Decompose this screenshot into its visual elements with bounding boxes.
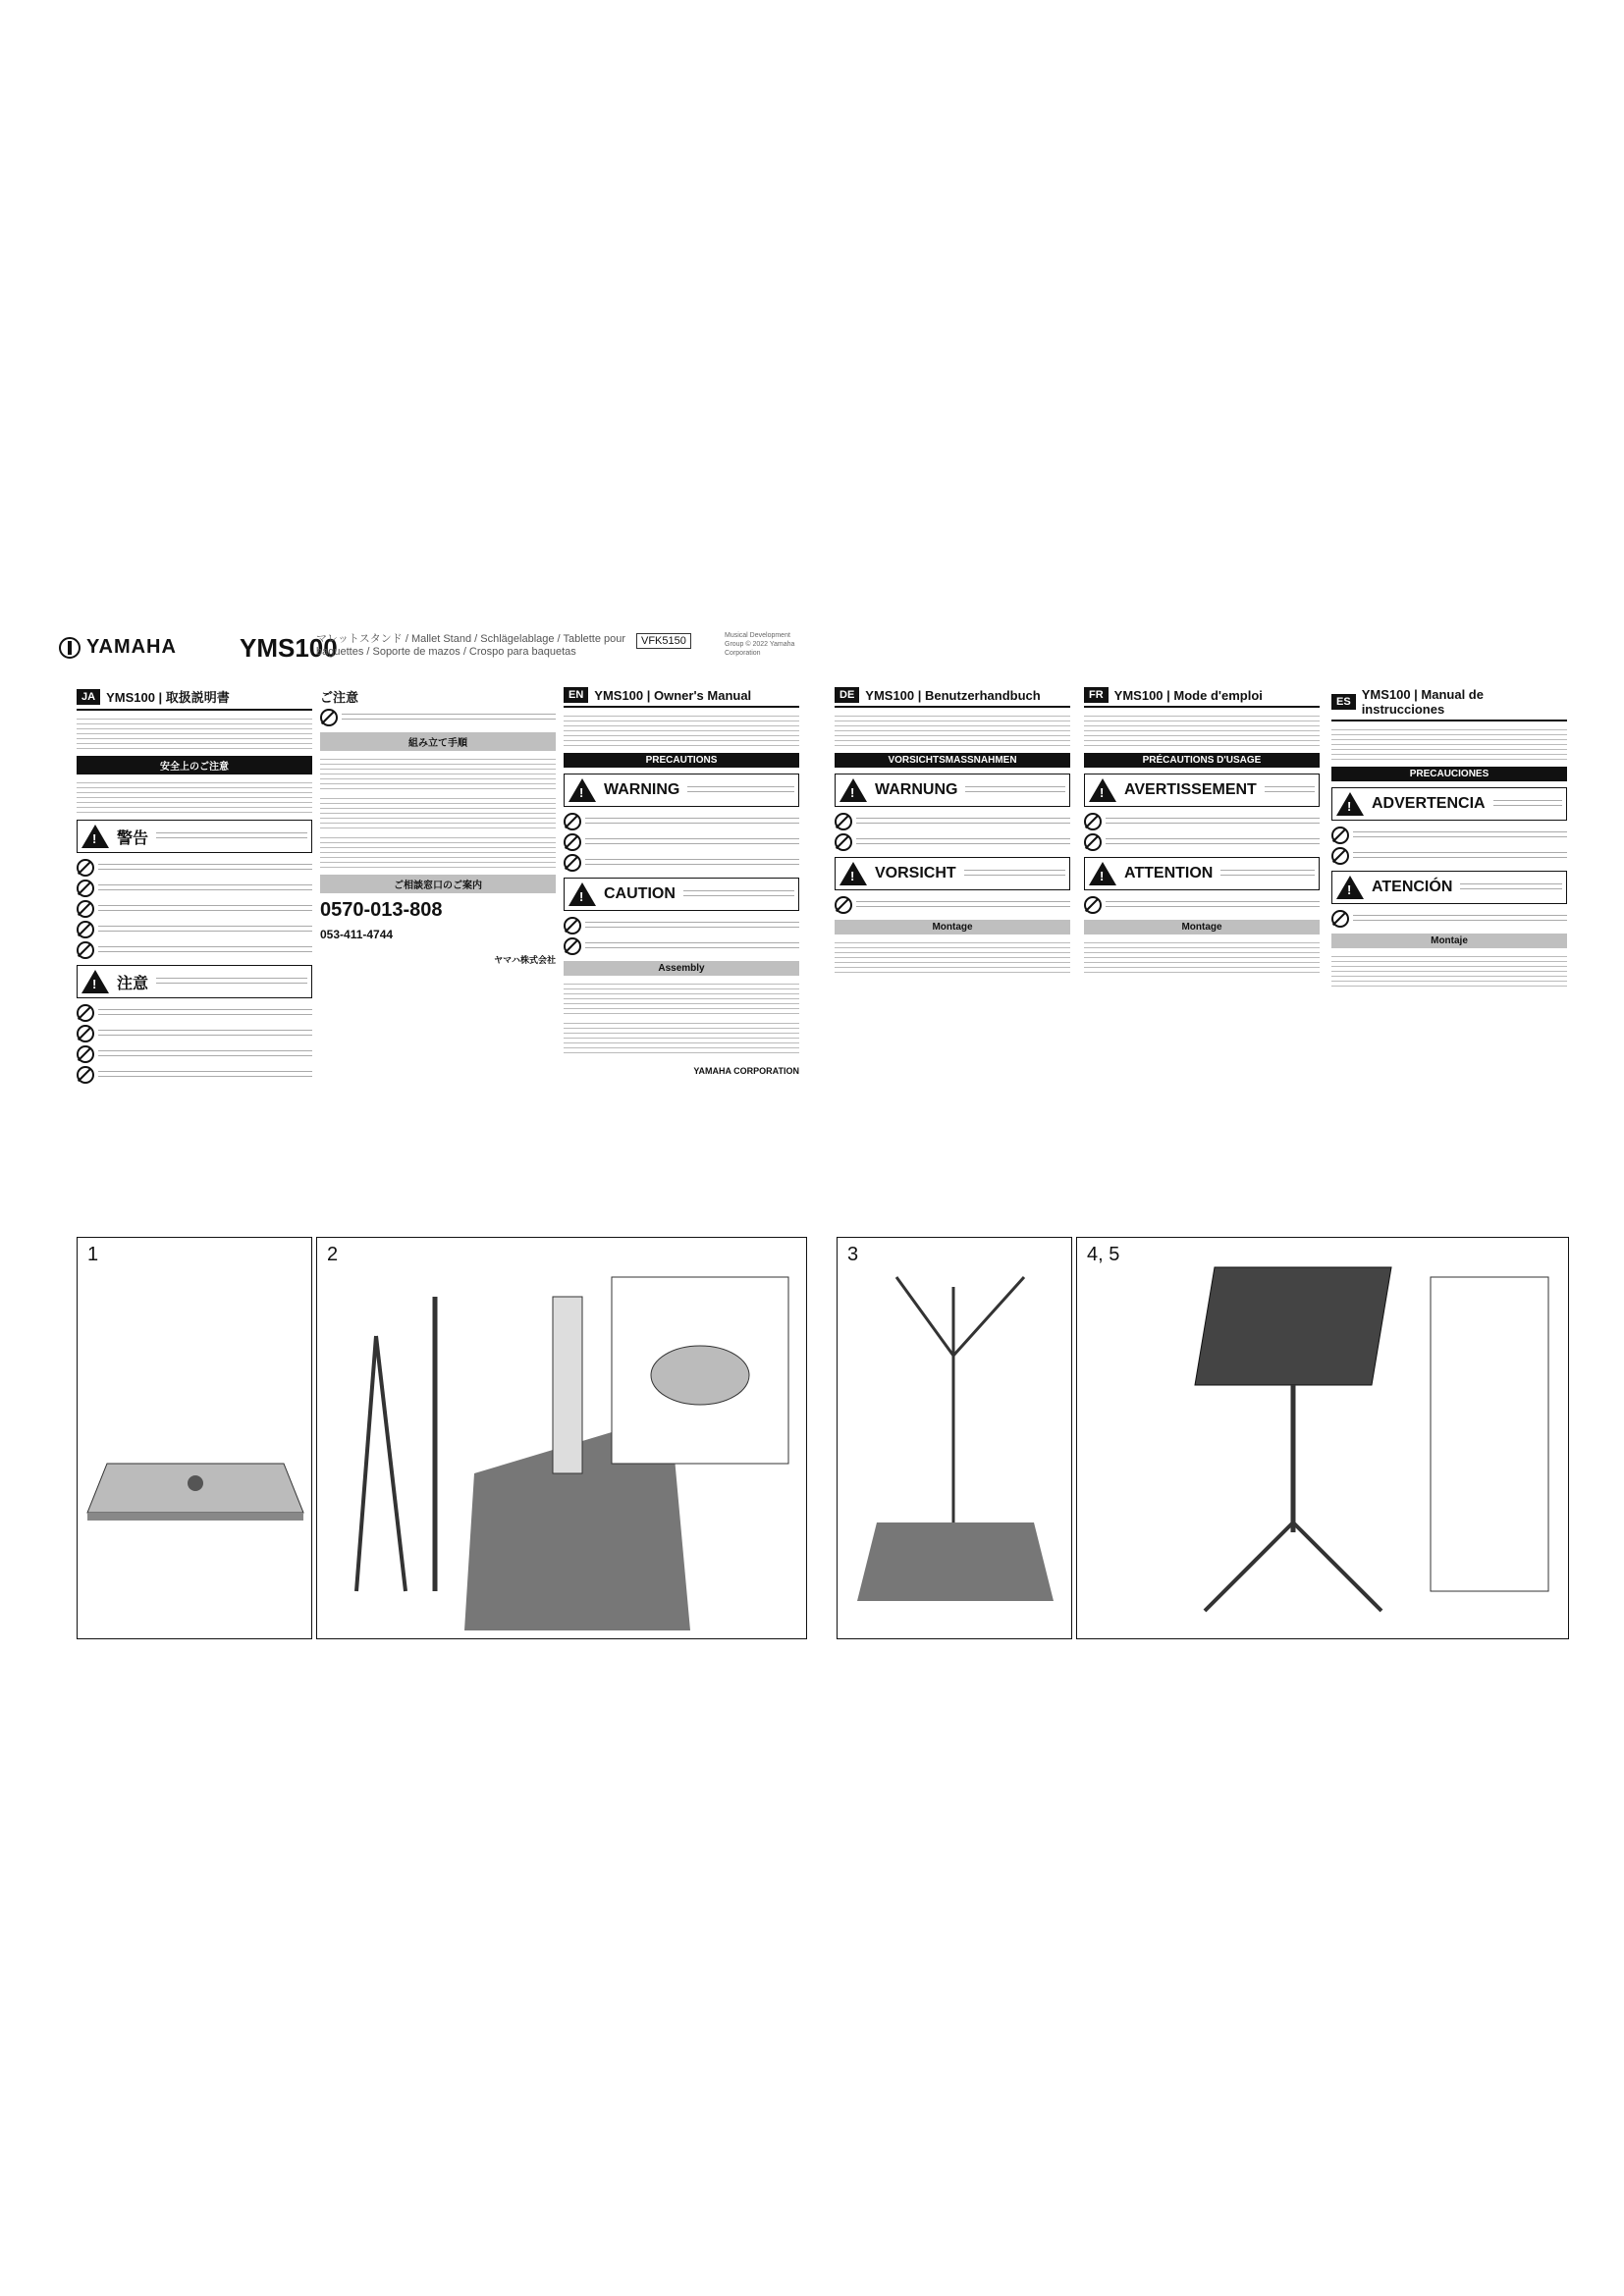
section-header: PRÉCAUTIONS D'USAGE — [1084, 753, 1320, 768]
caution-box — [1331, 871, 1567, 904]
warning-triangle-icon — [81, 825, 109, 848]
column-title: YMS100 | Manual de instrucciones — [1361, 687, 1484, 717]
prohibited-icon — [1084, 813, 1102, 830]
section-header: 安全上のご注意 — [77, 756, 312, 774]
assembly-header: Montaje — [1331, 934, 1567, 948]
caution-box — [564, 878, 799, 911]
caution-triangle-icon — [1089, 862, 1116, 885]
prohibited-icon — [77, 900, 94, 918]
brand-name: YAMAHA — [86, 636, 177, 658]
caution-box — [835, 857, 1070, 890]
figure-panel-1 — [77, 1237, 312, 1639]
prohibited-icon — [835, 813, 852, 830]
figure-number: 3 — [847, 1244, 859, 1265]
warning-box — [77, 820, 312, 853]
warning-label: WARNING — [604, 781, 680, 798]
warning-label: WARNUNG — [875, 781, 958, 798]
figure-number: 2 — [327, 1244, 339, 1265]
warning-box — [1331, 787, 1567, 821]
body-text — [77, 780, 312, 814]
assembly-header: Montage — [1084, 920, 1320, 934]
column-title: YMS100 | Mode d'emploi — [1113, 687, 1263, 703]
lang-badge: ES — [1331, 694, 1356, 710]
intro-text — [835, 714, 1070, 747]
completed-stand-illustration — [1077, 1238, 1568, 1638]
caution-label: 注意 — [117, 975, 149, 992]
body-text — [1084, 940, 1320, 974]
prohibited-icon — [564, 917, 581, 934]
prohibited-icon — [1331, 847, 1349, 865]
prohibited-icon — [835, 833, 852, 851]
prohibited-icon — [77, 941, 94, 959]
prohibited-icon — [1331, 910, 1349, 928]
corporation-name: YAMAHA CORPORATION — [693, 1066, 799, 1076]
prohibited-icon — [77, 1045, 94, 1063]
tray-illustration — [78, 1238, 311, 1638]
body-text — [320, 796, 556, 829]
prohibited-icon — [77, 1004, 94, 1022]
warning-label: AVERTISSEMENT — [1124, 781, 1257, 798]
assembly-illustration — [317, 1238, 806, 1638]
figure-panel-4-5 — [1076, 1237, 1569, 1639]
warning-triangle-icon — [568, 778, 596, 802]
figure-panel-2 — [316, 1237, 807, 1639]
figure-number: 4, 5 — [1087, 1244, 1120, 1265]
warning-box — [564, 774, 799, 807]
warning-label: ADVERTENCIA — [1372, 795, 1486, 812]
prohibited-icon — [320, 709, 338, 726]
yamaha-tuning-fork-icon — [59, 637, 81, 659]
caution-triangle-icon — [839, 862, 867, 885]
section-header: VORSICHTSMASSNAHMEN — [835, 753, 1070, 768]
section-header: PRECAUCIONES — [1331, 767, 1567, 781]
column-ja — [77, 687, 312, 1087]
warning-triangle-icon — [1089, 778, 1116, 802]
prohibited-icon — [1331, 827, 1349, 844]
column-de — [835, 687, 1070, 980]
prohibited-icon — [564, 854, 581, 872]
prohibited-icon — [564, 813, 581, 830]
caution-label: ATENCIÓN — [1372, 879, 1453, 895]
phone-number: 0570-013-808 — [320, 899, 443, 921]
figure-panel-3 — [837, 1237, 1072, 1639]
document-code: VFK5150 — [636, 633, 691, 649]
intro-text — [1331, 727, 1567, 761]
caution-box — [77, 965, 312, 998]
body-text — [835, 940, 1070, 974]
prohibited-icon — [77, 1066, 94, 1084]
intro-text — [564, 714, 799, 747]
assembly-header: Montage — [835, 920, 1070, 934]
model-title: YMS100 — [240, 633, 338, 663]
body-text — [320, 835, 556, 869]
body-text — [320, 757, 556, 790]
column-title: YMS100 | Owner's Manual — [594, 687, 752, 703]
caution-label: ATTENTION — [1124, 865, 1214, 881]
contact-header: ご相談窓口のご案内 — [320, 875, 556, 893]
section-header: 組み立て手順 — [320, 732, 556, 751]
body-text — [1331, 954, 1567, 988]
prohibited-icon — [564, 833, 581, 851]
column-ja-2 — [320, 687, 556, 966]
corporation-name: ヤマハ株式会社 — [494, 955, 556, 965]
warning-triangle-icon — [1336, 792, 1364, 816]
prohibited-icon — [77, 880, 94, 897]
caution-triangle-icon — [81, 970, 109, 993]
lang-badge: FR — [1084, 687, 1109, 703]
caution-label: CAUTION — [604, 885, 676, 902]
caution-box — [1084, 857, 1320, 890]
lang-badge: EN — [564, 687, 588, 703]
figure-number: 1 — [87, 1244, 99, 1265]
column-es — [1331, 687, 1567, 993]
column-title: YMS100 | Benutzerhandbuch — [865, 687, 1041, 703]
caution-label: VORSICHT — [875, 865, 956, 881]
prohibited-icon — [564, 937, 581, 955]
intro-text — [77, 717, 312, 750]
body-text — [564, 982, 799, 1015]
product-subtitle: マレットスタンド / Mallet Stand / Schlägelablage / Tablette pour baguettes / Soporte de mazos / Crospo para baquetas — [316, 633, 626, 658]
column-title: ご注意 — [320, 690, 359, 705]
prohibited-icon — [835, 896, 852, 914]
section-header: PRECAUTIONS — [564, 753, 799, 768]
prohibited-icon — [77, 1025, 94, 1042]
prohibited-icon — [77, 921, 94, 938]
warning-triangle-icon — [839, 778, 867, 802]
caution-triangle-icon — [568, 882, 596, 906]
warning-box — [1084, 774, 1320, 807]
body-text — [564, 1021, 799, 1054]
prohibited-icon — [77, 859, 94, 877]
column-fr — [1084, 687, 1320, 980]
lang-badge: JA — [77, 689, 100, 705]
prohibited-icon — [1084, 896, 1102, 914]
warning-box — [835, 774, 1070, 807]
column-title: YMS100 | 取扱説明書 — [106, 690, 230, 705]
column-en — [564, 687, 799, 1076]
phone-number-2: 053-411-4744 — [320, 928, 394, 941]
stand-legs-illustration — [838, 1238, 1071, 1638]
caution-triangle-icon — [1336, 876, 1364, 899]
prohibited-icon — [1084, 833, 1102, 851]
intro-text — [1084, 714, 1320, 747]
publisher-meta: Musical Development Group © 2022 Yamaha Corporation — [725, 632, 795, 657]
yamaha-logo — [59, 636, 177, 659]
warning-label: 警告 — [117, 829, 149, 847]
lang-badge: DE — [835, 687, 859, 703]
assembly-header: Assembly — [564, 961, 799, 976]
